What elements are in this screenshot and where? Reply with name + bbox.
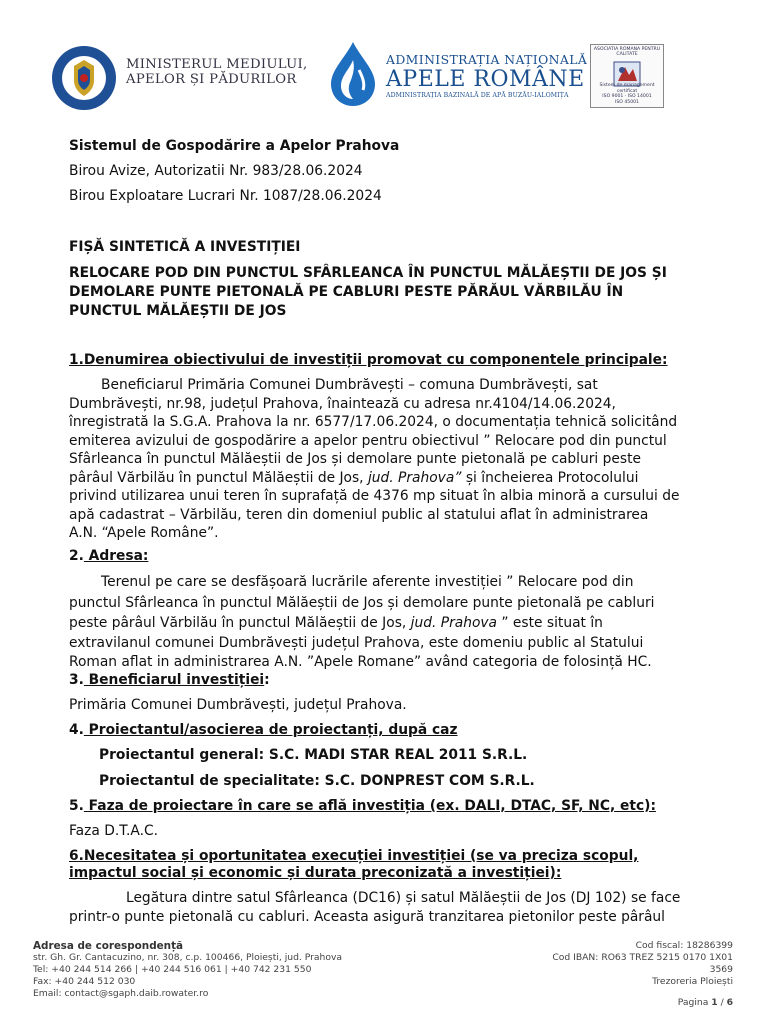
page-total: 6 — [726, 997, 733, 1008]
footer-address-block — [33, 940, 342, 1000]
addressee-sga: Sistemul de Gospodărire a Apelor Prahova — [69, 138, 400, 154]
footer-iban-line-2: 3569 — [709, 964, 733, 975]
section-2-line-4: extravilanul comunei Dumbrăvești județul Prahova, este domeniu public al Statului — [69, 635, 644, 651]
section-1-line-7: privind utilizarea unui teren în suprafață de 4376 mp situat în albia minoră a cursului de — [69, 488, 680, 504]
section-6-line-2: printr-o punte pietonală cu cabluri. Aceasta asigură tranzitarea pietonilor peste pârâul — [69, 909, 666, 925]
footer-phone: Tel: +40 244 514 266 | +40 244 516 061 | +40 742 231 550 — [33, 964, 312, 975]
certification-badge — [590, 44, 664, 108]
page-current: 1 — [711, 997, 718, 1008]
section-1-line-9: A.N. “Apele Române”. — [69, 525, 219, 541]
section-5-heading — [69, 797, 656, 816]
section-1-line-5: Sfârleanca în punctul Mălăeștii de Jos și demolare punte pietonală pe cabluri peste — [69, 451, 641, 467]
page-separator: / — [717, 997, 727, 1008]
document-title: FIȘĂ SINTETICĂ A INVESTIȚIEI — [69, 239, 301, 255]
section-1-line-1: Beneficiarul Primăria Comunei Dumbrăvești – comuna Dumbrăvești, sat — [101, 377, 598, 393]
section-3-heading — [69, 671, 270, 690]
section-1-line-2: Dumbrăvești, nr.98, județul Prahova, înaintează cu adresa nr.4104/14.06.2024, — [69, 396, 616, 412]
section-1-heading: 1.Denumirea obiectivului de investiții promovat cu componentele principale: — [69, 352, 668, 368]
section-2-line-1: Terenul pe care se desfășoară lucrările aferente investiției ” Relocare pod din — [101, 574, 634, 590]
section-6-heading-line-2: impactul social și economic și durata preconizată a investiției): — [69, 865, 562, 881]
section-1-line-8: apă cadastrat – Vărbilău, teren din domeniul public al statului aflat în administrarea — [69, 507, 649, 523]
subject-line-3: PUNCTUL MĂLĂEȘTII DE JOS — [69, 303, 287, 319]
section-3-text: Primăria Comunei Dumbrăvești, județul Prahova. — [69, 697, 407, 713]
section-3-number: 3. — [69, 672, 84, 688]
cert-bottom-line-3: ISO 45001 — [615, 99, 639, 105]
ana-name — [386, 52, 587, 99]
specialty-designer: Proiectantul de specialitate: S.C. DONPREST COM S.R.L. — [99, 773, 535, 789]
addressee-exploatare: Birou Exploatare Lucrari Nr. 1087/28.06.2024 — [69, 188, 382, 204]
section-5-title: Faza de proiectare în care se află investiția (ex. DALI, DTAC, SF, NC, etc): — [83, 798, 656, 814]
section-1-line-6-a: pârâul Vărbilău în punctul Mălăeștii de Jos, — [69, 470, 368, 486]
footer-fiscal-code: Cod fiscal: 18286399 — [635, 940, 733, 951]
water-drop-logo-icon — [325, 40, 381, 108]
section-2-line-2: punctul Sfârleanca în punctul Mălăeștii de Jos și demolare punte pietonală pe cabluri — [69, 595, 655, 611]
ana-line-1: ADMINISTRAȚIA NAȚIONALĂ — [386, 52, 588, 67]
section-2-heading — [69, 547, 148, 566]
section-1-line-6-c: și încheierea Protocolului — [461, 470, 639, 486]
section-1-line-3: înregistrată la S.G.A. Prahova la nr. 6577/17.06.2024, o documentația tehnică solicitând — [69, 414, 678, 430]
section-3-title: Beneficiarul investiției — [83, 672, 265, 688]
footer-heading: Adresa de corespondență — [33, 940, 184, 952]
section-5-number: 5. — [69, 798, 84, 814]
cert-bottom-text — [591, 83, 663, 105]
section-1-line-4: emiterea avizului de gospodărire a apelor pentru obiectivul ” Relocare pod din punctul — [69, 433, 667, 449]
section-4-heading — [69, 721, 458, 740]
section-3-colon: : — [264, 672, 270, 688]
section-1-line-6-italic: jud. Prahova” — [367, 470, 462, 486]
footer-street: str. Gh. Gr. Cantacuzino, nr. 308, c.p. 100466, Ploiești, jud. Prahova — [33, 952, 343, 963]
section-4-title: Proiectantul/asocierea de proiectanți, după caz — [83, 722, 458, 738]
ana-line-2: APELE ROMÂNE — [386, 67, 585, 92]
section-2-line-3-italic: jud. Prahova — [410, 615, 498, 631]
page-label: Pagina — [677, 997, 712, 1008]
section-6-heading-line-1: 6.Necesitatea și oportunitatea execuției investiției (se va preciza scopul, — [69, 848, 639, 864]
addressee-avize: Birou Avize, Autorizatii Nr. 983/28.06.2024 — [69, 163, 363, 179]
subject-line-1: RELOCARE POD DIN PUNCTUL SFÂRLEANCA ÎN PUNCTUL MĂLĂEȘTII DE JOS ȘI — [69, 265, 667, 281]
footer-iban-line-1: Cod IBAN: RO63 TREZ 5215 0170 1X01 — [552, 952, 733, 963]
ana-line-3: ADMINISTRAȚIA BAZINALĂ DE APĂ BUZĂU-IALOMIȚA — [386, 92, 569, 99]
footer-email[interactable]: Email: contact@sgaph.daib.rowater.ro — [33, 988, 209, 999]
section-2-line-5: Roman aflat in administrarea A.N. ”Apele Romane” având categoria de folosință HC. — [69, 654, 652, 670]
cert-top-text: ASOCIATIA ROMANA PENTRU CALITATE — [593, 47, 661, 57]
ministry-line-1: MINISTERUL MEDIULUI, — [126, 57, 308, 72]
section-4-number: 4. — [69, 722, 84, 738]
footer-fax: Fax: +40 244 512 030 — [33, 976, 136, 987]
general-designer: Proiectantul general: S.C. MADI STAR REAL 2011 S.R.L. — [99, 747, 528, 763]
government-seal-icon — [50, 44, 118, 112]
subject-line-2: DEMOLARE PUNTE PIETONALĂ PE CABLURI PESTE PĂRĂUL VĂRBILĂU ÎN — [69, 284, 624, 300]
section-1-line-6 — [69, 469, 638, 488]
section-6-line-1: Legătura dintre satul Sfârleanca (DC16) și satul Mălăeștii de Jos (DJ 102) se face — [126, 890, 681, 906]
section-5-text: Faza D.T.A.C. — [69, 823, 158, 839]
section-2-line-3-c: ” este situat în — [497, 615, 603, 631]
section-2-number: 2. — [69, 548, 84, 564]
section-2-title: Adresa: — [83, 548, 149, 564]
cert-bottom-line-2: ISO 9001 · ISO 14001 — [602, 94, 652, 100]
footer-treasury: Trezoreria Ploiești — [652, 976, 733, 987]
ministry-line-2: APELOR ȘI PĂDURILOR — [126, 72, 297, 87]
footer-fiscal-block — [513, 940, 733, 988]
page-number — [678, 997, 733, 1008]
section-2-line-3-a: peste pârâul Vărbilău în punctul Mălăeștii de Jos, — [69, 615, 411, 631]
section-2-line-3 — [69, 614, 603, 633]
cert-bottom-line-1: Sistem de management certificat — [599, 83, 655, 94]
ministry-name — [126, 57, 308, 87]
